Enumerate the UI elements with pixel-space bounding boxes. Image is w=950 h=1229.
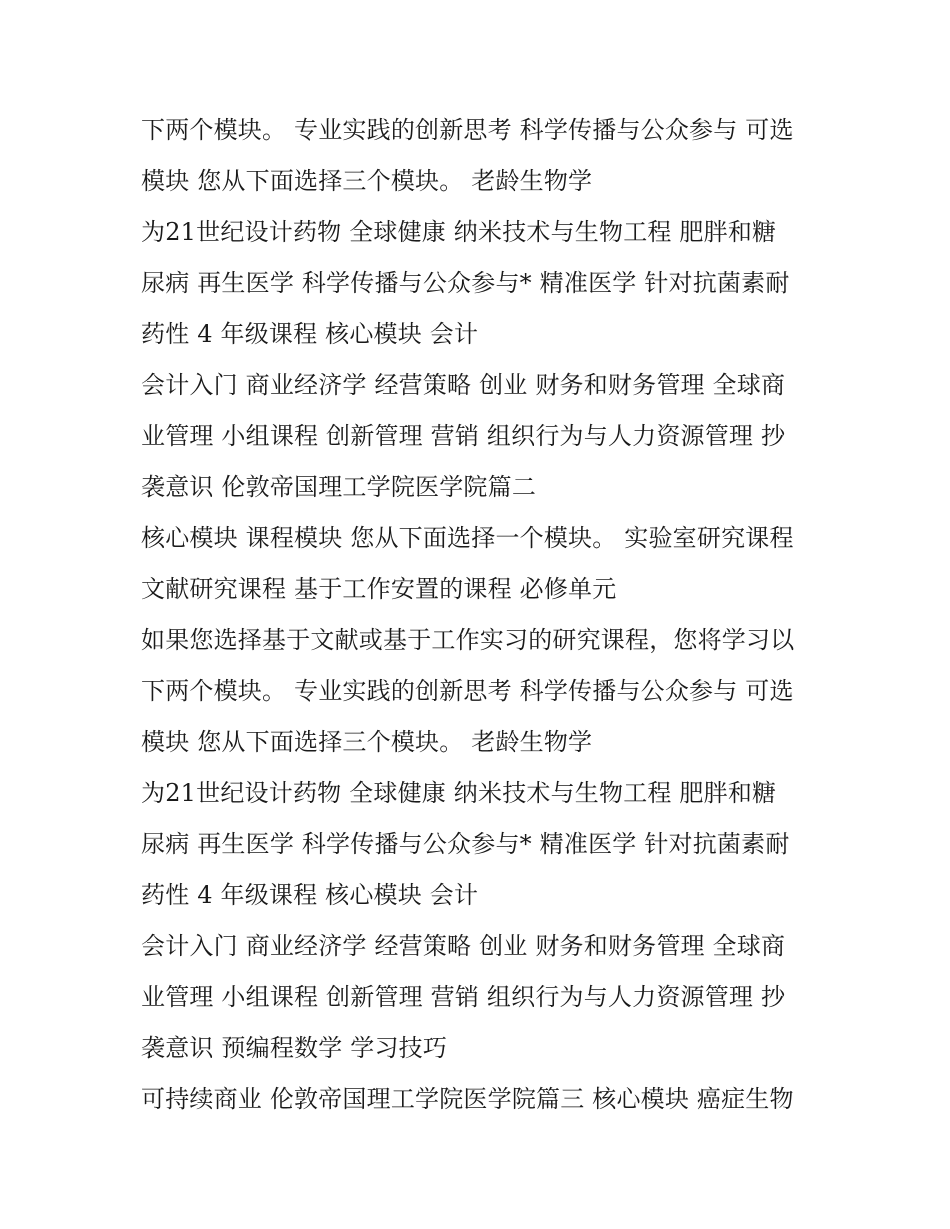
text-line: 下两个模块。 专业实践的创新思考 科学传播与公众参与 可选 — [141, 116, 794, 144]
document-body — [141, 105, 831, 1125]
text-line: 袭意识 伦敦帝国理工学院医学院篇二 — [141, 473, 537, 501]
text-line: 业管理 小组课程 创新管理 营销 组织行为与人力资源管理 抄 — [141, 422, 786, 450]
text-line: 模块 您从下面选择三个模块。 老龄生物学 — [141, 728, 593, 756]
text-line: 药性 4 年级课程 核心模块 会计 — [141, 881, 479, 909]
text-line: 药性 4 年级课程 核心模块 会计 — [141, 320, 479, 348]
text-line: 为21世纪设计药物 全球健康 纳米技术与生物工程 肥胖和糖 — [141, 779, 777, 807]
text-line: 为21世纪设计药物 全球健康 纳米技术与生物工程 肥胖和糖 — [141, 218, 777, 246]
text-line: 模块 您从下面选择三个模块。 老龄生物学 — [141, 167, 593, 195]
text-line: 核心模块 课程模块 您从下面选择一个模块。 实验室研究课程 — [141, 524, 794, 552]
text-line: 尿病 再生医学 科学传播与公众参与* 精准医学 针对抗菌素耐 — [141, 269, 790, 297]
text-line: 袭意识 预编程数学 学习技巧 — [141, 1034, 448, 1062]
text-line: 下两个模块。 专业实践的创新思考 科学传播与公众参与 可选 — [141, 677, 794, 705]
text-line: 尿病 再生医学 科学传播与公众参与* 精准医学 针对抗菌素耐 — [141, 830, 790, 858]
text-line: 会计入门 商业经济学 经营策略 创业 财务和财务管理 全球商 — [141, 371, 786, 399]
text-line: 文献研究课程 基于工作安置的课程 必修单元 — [141, 575, 617, 603]
text-line: 业管理 小组课程 创新管理 营销 组织行为与人力资源管理 抄 — [141, 983, 786, 1011]
text-line: 可持续商业 伦敦帝国理工学院医学院篇三 核心模块 癌症生物 — [141, 1085, 794, 1113]
text-line: 如果您选择基于文献或基于工作实习的研究课程，您将学习以 — [141, 626, 795, 654]
text-line: 会计入门 商业经济学 经营策略 创业 财务和财务管理 全球商 — [141, 932, 786, 960]
